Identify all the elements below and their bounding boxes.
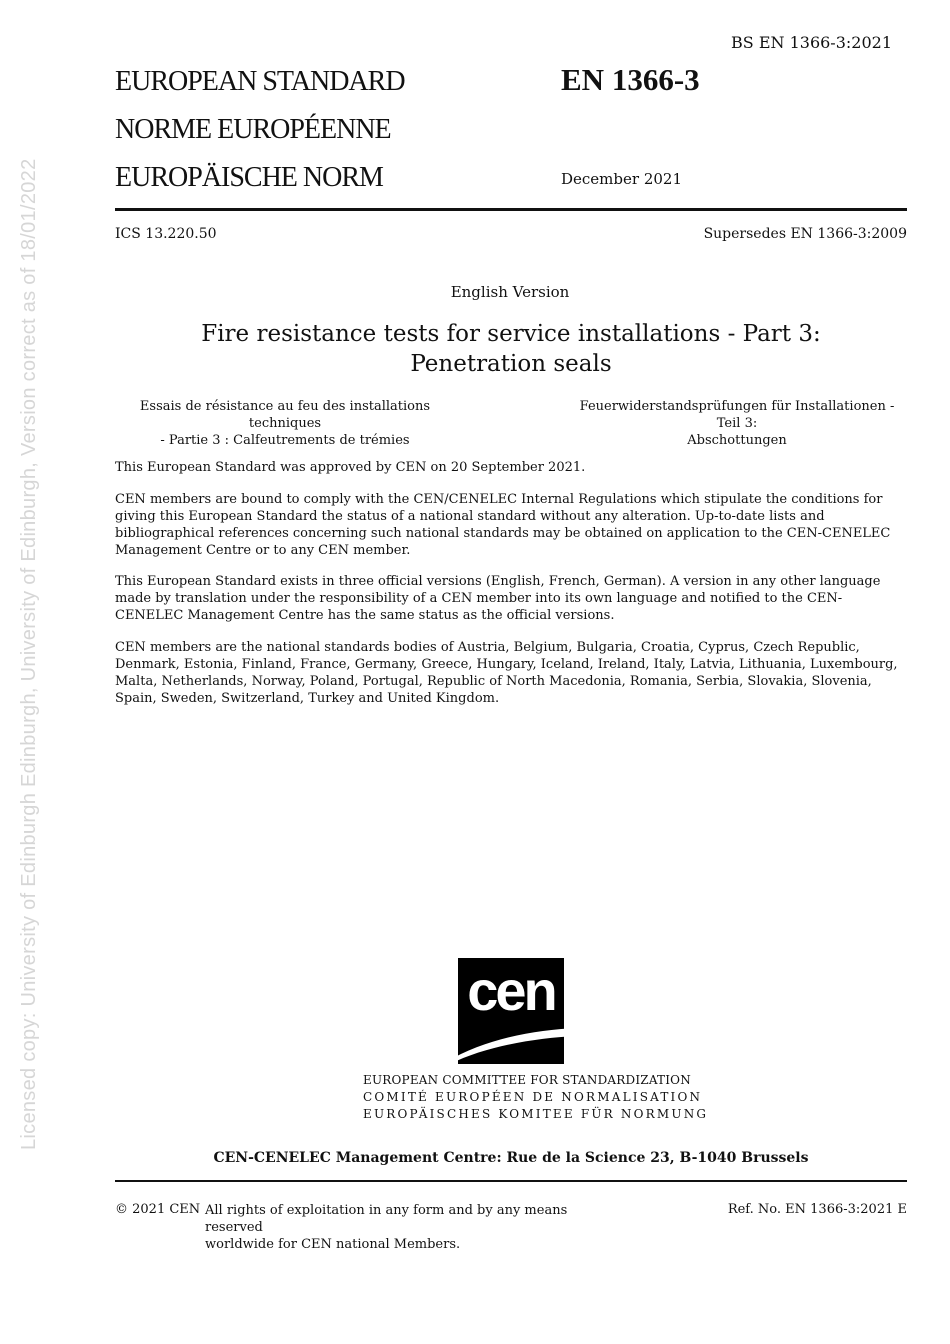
rights-notice (205, 1202, 605, 1253)
version-label: English Version (450, 283, 570, 301)
committee-english: EUROPEAN COMMITTEE FOR STANDARDIZATION (363, 1073, 691, 1087)
standard-number: EN 1366-3 (561, 62, 700, 97)
rights-line-2: worldwide for CEN national Members. (205, 1237, 461, 1252)
standard-name-german: EUROPÄISCHE NORM (115, 162, 383, 193)
german-title (567, 398, 907, 449)
french-title (115, 398, 455, 449)
cen-logo-icon (446, 958, 576, 1064)
german-title-line-1: Feuerwiderstandsprüfungen für Installationen - Teil 3: (579, 399, 895, 431)
versions-paragraph: This European Standard exists in three official versions (English, French, German). A version in any other language made by translation under the responsibility of a CEN member into its own language and notified to the CEN-CENELEC Management Centre has the same status as the official versions. (115, 574, 881, 623)
title-line-1: Fire resistance tests for service installations - Part 3: (201, 321, 821, 347)
management-centre-address: CEN-CENELEC Management Centre: Rue de la Science 23, B-1040 Brussels (213, 1150, 809, 1166)
copyright: © 2021 CEN (115, 1202, 201, 1217)
header-divider (115, 208, 907, 211)
publication-date: December 2021 (561, 170, 682, 188)
french-title-line-1: Essais de résistance au feu des installations techniques (139, 399, 431, 431)
compliance-paragraph: CEN members are bound to comply with the CEN/CENELEC Internal Regulations which stipulate the conditions for giving this European Standard the status of a national standard without any alteration. Up-to-date lists and bibliographical references concerning such national standards may be obtained on application to the CEN-CENELEC Management Centre or to any CEN member. (115, 492, 891, 558)
committee-french: COMITÉ EUROPÉEN DE NORMALISATION (363, 1090, 703, 1104)
members-paragraph: CEN members are the national standards bodies of Austria, Belgium, Bulgaria, Croatia, Cyprus, Czech Republic, Denmark, Estonia, Finland, France, Germany, Greece, Hungary, Iceland, Ireland, Italy, Latvia, Lithuania, Luxembourg, Malta, Netherlands, Norway, Poland, Portugal, Republic of North Macedonia, Romania, Serbia, Slovakia, Slovenia, Spain, Sweden, Switzerland, Turkey and United Kingdom. (115, 640, 898, 706)
german-title-line-2: Abschottungen (687, 433, 787, 448)
title-line-2: Penetration seals (410, 351, 612, 377)
standard-name-french: NORME EUROPÉENNE (115, 114, 391, 145)
license-watermark: Licensed copy: University of Edinburgh Edinburgh, University of Edinburgh, Version correct as of 18/01/2022 (18, 158, 40, 1150)
french-title-line-2: - Partie 3 : Calfeutrements de trémies (160, 433, 410, 448)
committee-german: EUROPÄISCHES KOMITEE FÜR NORMUNG (363, 1107, 709, 1121)
standard-name-english: EUROPEAN STANDARD (115, 66, 405, 97)
top-reference: BS EN 1366-3:2021 (731, 33, 892, 52)
footer-divider (115, 1180, 907, 1182)
approval-paragraph: This European Standard was approved by CEN on 20 September 2021. (115, 460, 586, 475)
supersedes-note: Supersedes EN 1366-3:2009 (703, 226, 907, 242)
document-title (115, 319, 907, 379)
cen-logo-text: cen (467, 959, 555, 1022)
rights-line-1: All rights of exploitation in any form and by any means reserved (205, 1203, 568, 1235)
reference-number: Ref. No. EN 1366-3:2021 E (727, 1202, 907, 1217)
ics-code: ICS 13.220.50 (115, 226, 217, 242)
